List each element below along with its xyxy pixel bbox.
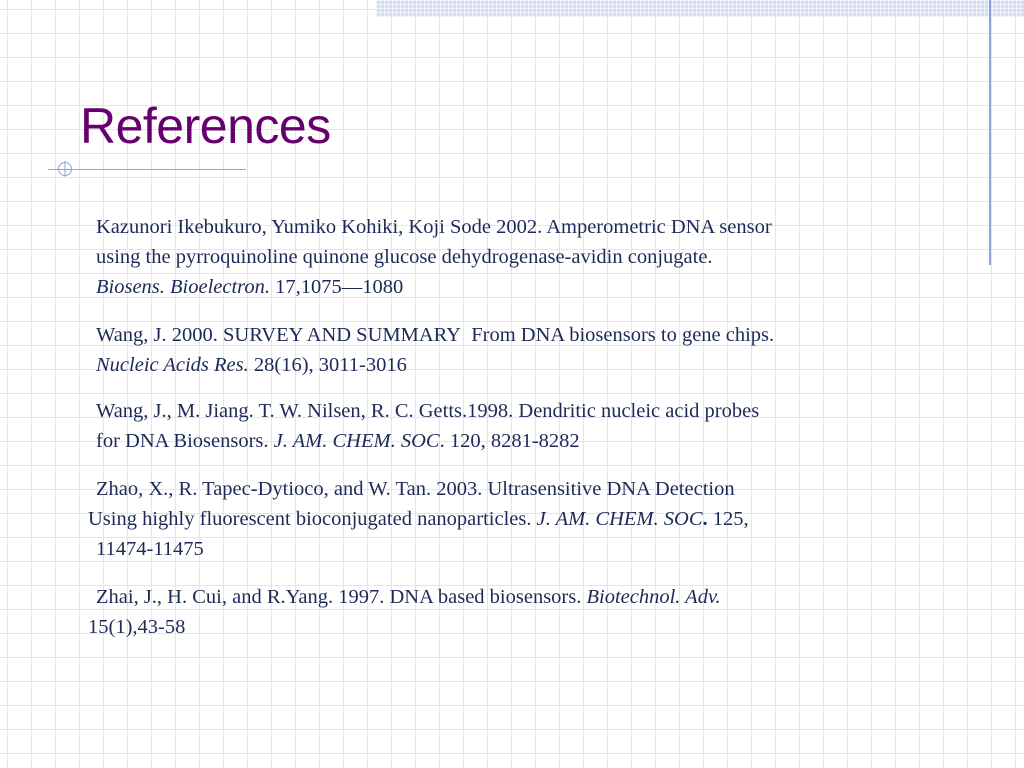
reference-list — [88, 212, 976, 660]
slide-title: References — [80, 98, 331, 154]
reference-text: for DNA Biosensors. — [96, 430, 274, 452]
reference-line: Zhao, X., R. Tapec-Dytioco, and W. Tan. 2003. Ultrasensitive DNA Detection — [96, 478, 735, 500]
reference-line: 15(1),43-58 — [88, 616, 186, 638]
journal-name: Nucleic Acids Res. — [96, 354, 249, 376]
reference-item — [96, 396, 976, 456]
reference-line: Wang, J. 2000. SURVEY AND SUMMARY From DNA biosensors to gene chips. — [96, 324, 775, 346]
reference-line: using the pyrroquinoline quinone glucose dehydrogenase-avidin conjugate. — [96, 246, 713, 268]
citation-detail: . 120, 8281-8282 — [439, 430, 580, 452]
reference-line: Wang, J., M. Jiang. T. W. Nilsen, R. C. Getts.1998. Dendritic nucleic acid probes — [96, 400, 760, 422]
journal-name: J. AM. CHEM. SOC — [273, 430, 440, 452]
right-vertical-rule — [989, 0, 991, 265]
reference-item — [88, 582, 976, 642]
journal-name: Biosens. Bioelectron. — [96, 276, 271, 298]
reference-citation-line — [96, 272, 976, 302]
reference-line: Kazunori Ikebukuro, Yumiko Kohiki, Koji Sode 2002. Amperometric DNA sensor — [96, 216, 772, 238]
reference-text: Zhai, J., H. Cui, and R.Yang. 1997. DNA based biosensors. — [96, 586, 587, 608]
reference-item — [88, 474, 976, 564]
top-decor-band — [376, 0, 1024, 17]
reference-line: 11474-11475 — [96, 538, 204, 560]
citation-detail: 17,1075—1080 — [270, 276, 404, 298]
journal-period: . — [702, 508, 708, 530]
journal-name: Biotechnol. Adv. — [586, 586, 721, 608]
title-underline-rule — [48, 169, 246, 170]
reference-item — [96, 320, 976, 380]
journal-name: J. AM. CHEM. SOC — [536, 508, 703, 530]
crosshair-ornament-icon — [57, 161, 73, 177]
reference-item — [96, 212, 976, 302]
citation-detail: 125, — [707, 508, 749, 530]
reference-citation-line — [96, 350, 976, 380]
citation-detail: 28(16), 3011-3016 — [248, 354, 407, 376]
reference-citation-line — [96, 582, 976, 612]
reference-citation-line — [88, 504, 976, 534]
reference-text: Using highly fluorescent bioconjugated nanoparticles. — [88, 508, 537, 530]
reference-citation-line — [96, 426, 976, 456]
